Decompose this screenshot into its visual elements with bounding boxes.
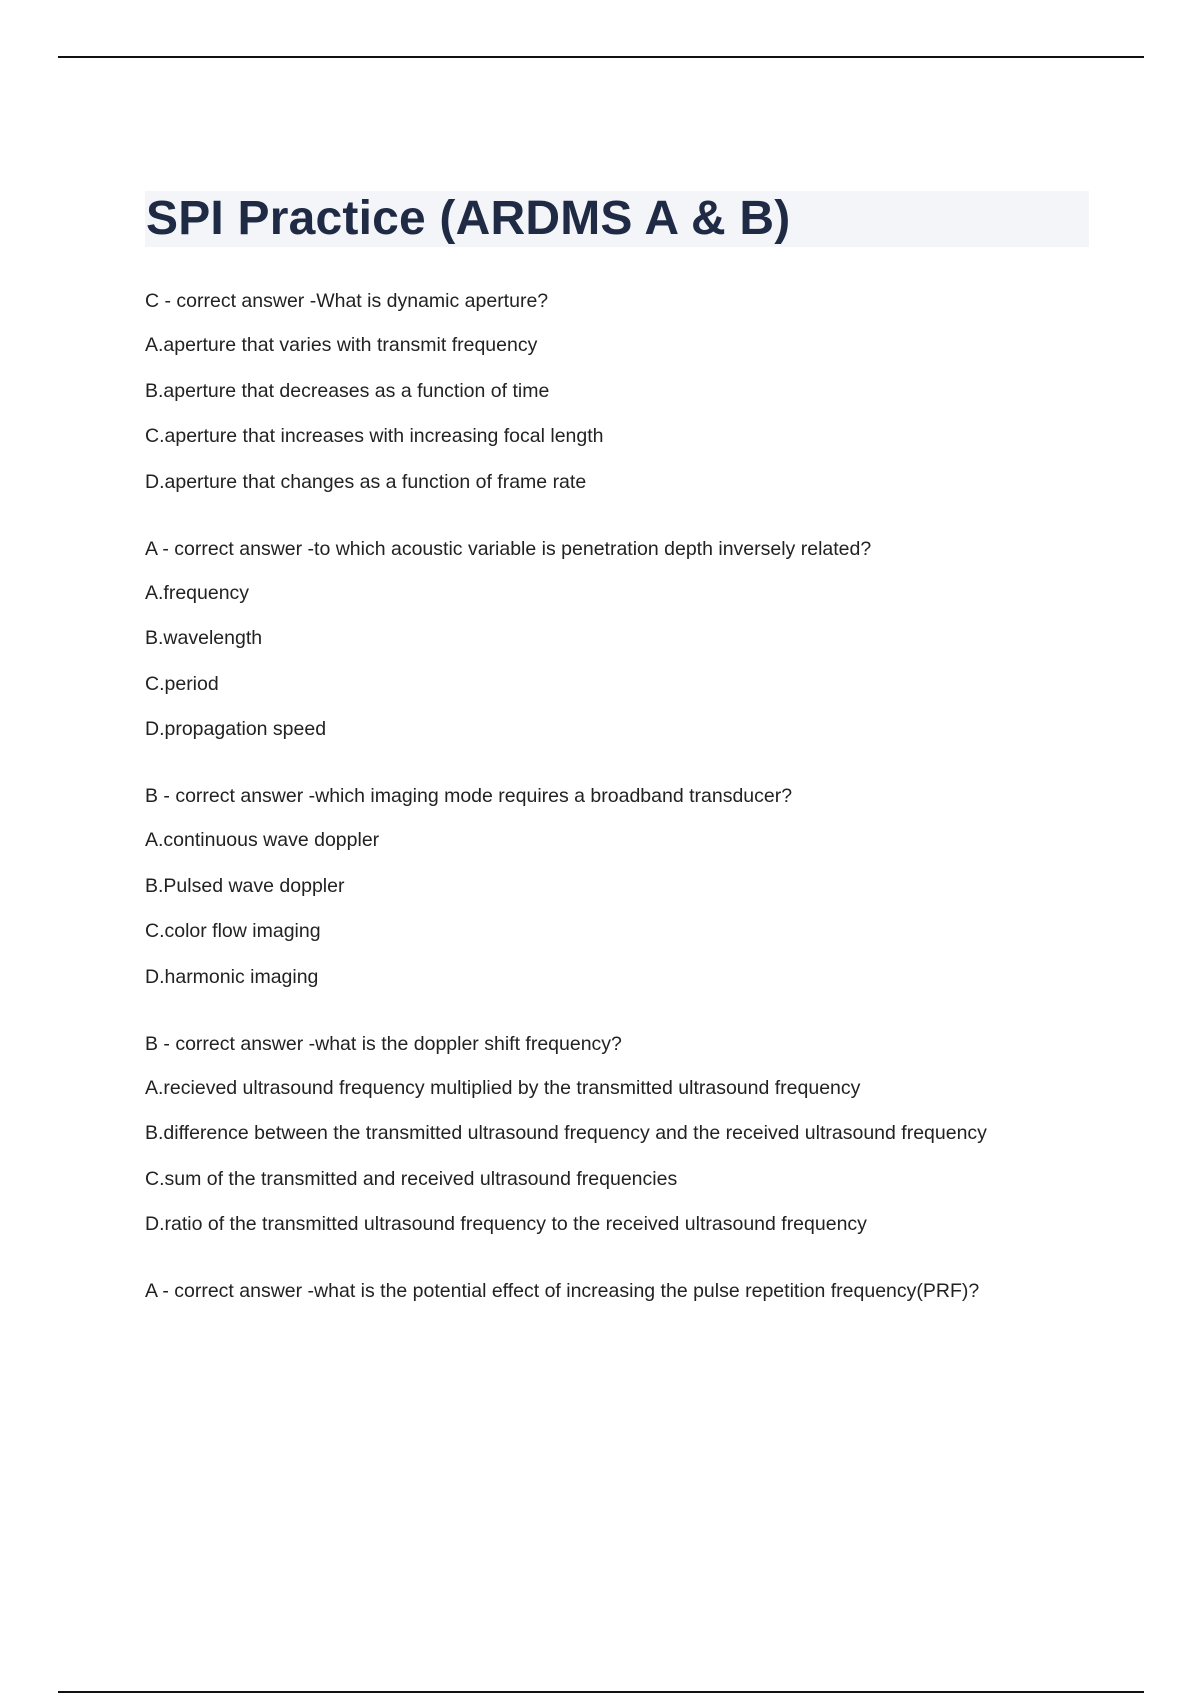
answer-option-c: C.color flow imaging [145,920,321,942]
answer-option-b: B.wavelength [145,627,263,649]
answer-option-a: A.recieved ultrasound frequency multiplied by the transmitted ultrasound frequency [145,1076,861,1099]
page-title: SPI Practice (ARDMS A & B) [146,192,791,245]
answer-option-c: C.aperture that increases with increasing focal length [145,425,604,447]
answer-option-d: D.harmonic imaging [145,965,319,988]
answer-option-c: C.sum of the transmitted and received ultrasound frequencies [145,1167,678,1190]
question-5 [145,1280,1105,1303]
answer-option-d: D.aperture that changes as a function of frame rate [145,470,587,493]
top-rule [58,56,1144,58]
question-list [145,290,1105,1347]
question-stem: C - correct answer -What is dynamic aperture? [145,290,549,312]
answer-option-d: D.propagation speed [145,718,327,740]
question-4 [145,1033,1105,1237]
answer-option-a: A.frequency [145,581,250,604]
question-stem: A - correct answer -what is the potential effect of increasing the pulse repetition frequency(PRF)? [145,1280,980,1302]
question-2 [145,538,1105,742]
question-stem: B - correct answer -what is the doppler shift frequency? [145,1032,622,1055]
question-stem: A - correct answer -to which acoustic variable is penetration depth inversely related? [145,537,872,560]
answer-option-a: A.continuous wave doppler [145,829,380,851]
question-stem: B - correct answer -which imaging mode requires a broadband transducer? [145,785,793,807]
answer-option-b: B.difference between the transmitted ultrasound frequency and the received ultrasound frequency [145,1122,987,1144]
question-1 [145,290,1105,494]
answer-option-c: C.period [145,672,219,695]
answer-option-b: B.Pulsed wave doppler [145,874,345,897]
question-3 [145,785,1105,989]
answer-option-b: B.aperture that decreases as a function of time [145,379,550,402]
answer-option-d: D.ratio of the transmitted ultrasound frequency to the received ultrasound frequency [145,1213,867,1235]
bottom-rule [58,1691,1144,1693]
answer-option-a: A.aperture that varies with transmit frequency [145,334,538,356]
